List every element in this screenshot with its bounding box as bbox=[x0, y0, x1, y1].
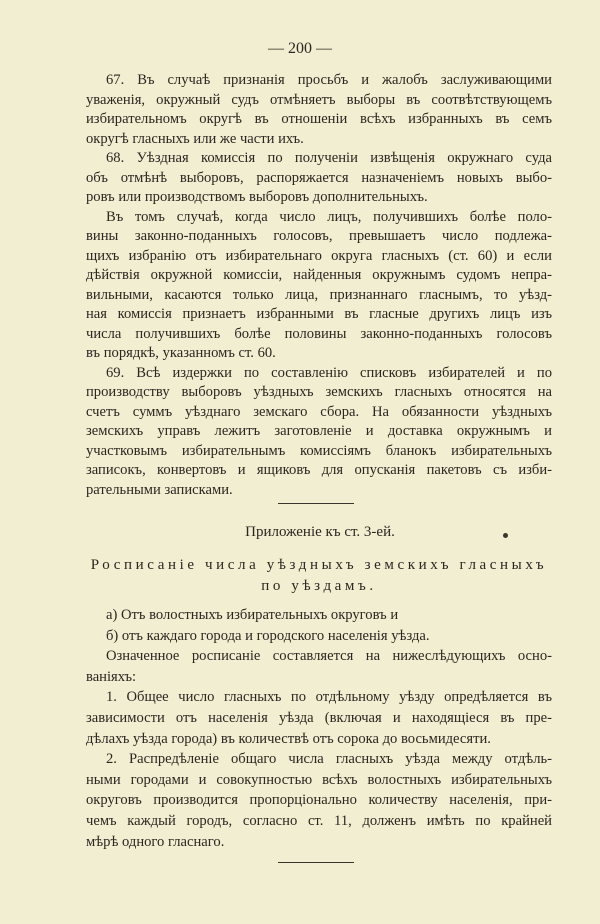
appendix-title: Приложеніе къ ст. 3-ей. bbox=[245, 524, 395, 540]
print-speck bbox=[503, 533, 508, 538]
text-line: округовъ производится пропорціонально количеству населенія, при- bbox=[86, 792, 552, 809]
text-line: уваженія, окружный судъ отмѣняетъ выборы въ соотвѣтствующемъ bbox=[86, 91, 552, 108]
text-line: ными городами и совокупностью всѣхъ волостныхъ избирательныхъ bbox=[86, 771, 552, 788]
text-line: ровъ или производствомъ выборовъ дополнительныхъ. bbox=[86, 189, 428, 205]
text-line: вильными, касаются только лица, признаннаго гласнымъ, то уѣзд- bbox=[86, 286, 552, 303]
text-line: Въ томъ случаѣ, когда число лицъ, получившихъ болѣе поло- bbox=[106, 208, 552, 225]
text-line: 67. Въ случаѣ признанія просьбъ и жалобъ заслуживающими bbox=[106, 72, 552, 88]
text-line: объ отмѣнѣ выборовъ, распоряжается назначеніемъ новыхъ выбо- bbox=[86, 169, 552, 186]
text-line: Означенное росписаніе составляется на нижеслѣдующихъ осно- bbox=[106, 648, 552, 665]
text-line: б) отъ каждаго города и городского населенія уѣзда. bbox=[106, 627, 430, 644]
text-line: 1. Общее число гласныхъ по отдѣльному уѣзду опредѣляется въ bbox=[106, 689, 552, 706]
text-line: ная комиссія признаетъ избранными въ гласные другихъ лицъ изъ bbox=[86, 306, 552, 322]
page-number: — 200 — bbox=[268, 40, 332, 57]
text-line: а) Отъ волостныхъ избирательныхъ округовъ и bbox=[106, 607, 399, 623]
text-line: земскихъ управъ лежитъ заготовленіе и доставка окружнымъ и bbox=[86, 423, 552, 439]
text-line: избирательномъ округѣ въ отношеніи всѣхъ избранныхъ въ семъ bbox=[86, 111, 552, 127]
text-line: производству выборовъ уѣздныхъ земскихъ гласныхъ относятся на bbox=[86, 384, 552, 400]
text-line: числа получившихъ болѣе половины законно-поданныхъ голосовъ bbox=[86, 325, 552, 342]
text-line: 68. Уѣздная комиссія по полученіи извѣщенія окружнаго суда bbox=[106, 150, 552, 166]
text-line: 69. Всѣ издержки по составленію списковъ избирателей и по bbox=[106, 364, 552, 381]
text-line: 2. Распредѣленіе общаго числа гласныхъ уѣзда между отдѣль- bbox=[106, 751, 552, 768]
text-line: вины законно-поданныхъ голосовъ, превышаетъ число подлежа- bbox=[86, 228, 552, 244]
text-line: дѣйствія окружной комиссіи, найденныя окружнымъ судомъ непра- bbox=[86, 267, 552, 283]
text-line: зависимости отъ населенія уѣзда (включая и находящіеся въ пре- bbox=[86, 710, 552, 726]
text-line: мѣрѣ одного гласнаго. bbox=[86, 833, 225, 850]
text-line: рательными записками. bbox=[86, 481, 233, 498]
text-line: счетъ суммъ уѣзднаго земскаго сбора. На обязанности уѣздныхъ bbox=[86, 403, 552, 420]
text-line: участковымъ избирательнымъ комиссіямъ бланокъ избирательныхъ bbox=[86, 442, 552, 459]
schedule-heading: Росписаніе числа уѣздныхъ земскихъ гласныхъ bbox=[90, 557, 548, 573]
text-line: округѣ гласныхъ или же части ихъ. bbox=[86, 130, 304, 147]
text-line: чемъ каждый городъ, согласно ст. 11, долженъ имѣть по крайней bbox=[86, 813, 552, 829]
text-line: записокъ, конвертовъ и ящиковъ для опусканія пакетовъ съ изби- bbox=[86, 462, 552, 478]
text-line: щихъ избранію отъ избирательнаго округа гласныхъ (ст. 60) и если bbox=[86, 247, 552, 264]
text-line: ваніяхъ: bbox=[86, 668, 137, 685]
end-divider bbox=[278, 862, 354, 863]
section-divider bbox=[278, 503, 354, 504]
text-line: дѣлахъ уѣзда города) въ количествѣ отъ сорока до восьмидесяти. bbox=[86, 730, 491, 747]
text-line: въ порядкѣ, указанномъ ст. 60. bbox=[86, 345, 276, 361]
schedule-heading-cont: по уѣздамъ. bbox=[261, 578, 377, 594]
